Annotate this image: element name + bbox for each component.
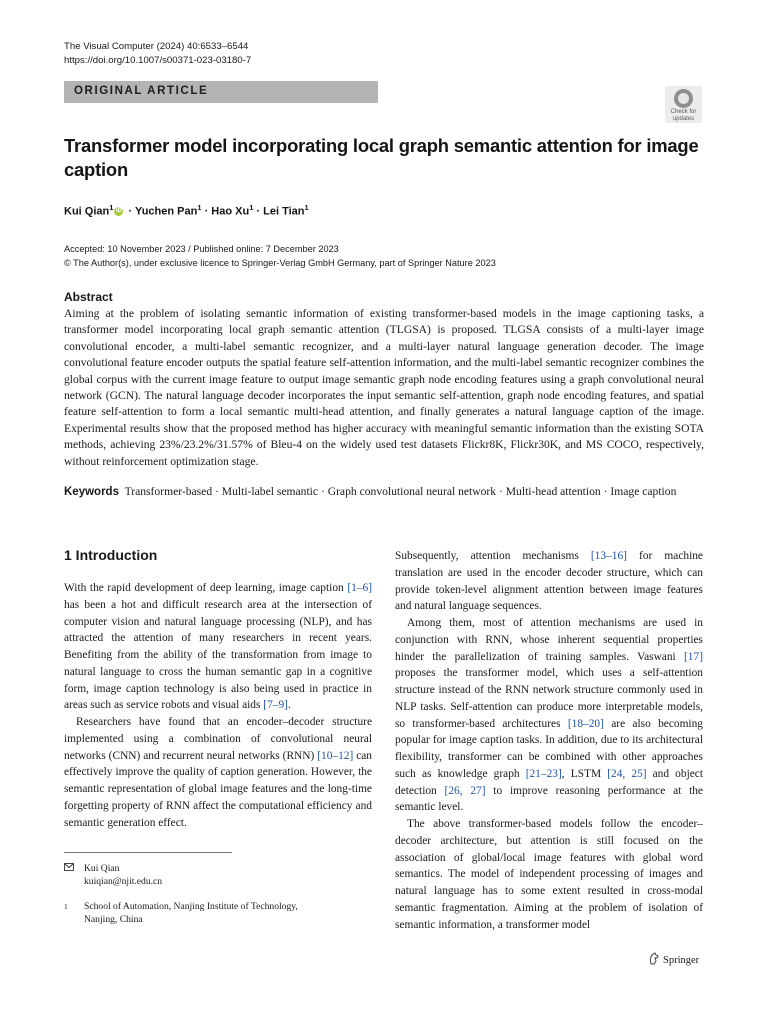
citation-link[interactable]: [1–6]	[347, 582, 372, 594]
dates-line: Accepted: 10 November 2023 / Published online: 7 December 2023	[64, 244, 339, 254]
right-column	[395, 548, 703, 933]
author-name[interactable]: Lei Tian	[263, 205, 305, 218]
footnote-divider	[64, 852, 232, 853]
check-updates-label: Check for updates	[670, 109, 697, 122]
abstract-heading: Abstract	[64, 290, 113, 304]
paragraph: The above transformer-based models follow the encoder–decoder architecture, but attention is still focused on the association of global/local image features with global word semantics. The model of independent processing of images and natural language has to some extent resulted in cross-modal semantic fragmentation. Aiming at the problem of isolation of semantic information, a transformer model	[395, 818, 703, 931]
journal-citation: The Visual Computer (2024) 40:6533–6544	[64, 41, 249, 52]
envelope-icon	[64, 862, 84, 888]
section-heading: 1 Introduction	[64, 547, 158, 563]
journal-info	[64, 40, 251, 68]
article-type-banner	[64, 81, 378, 103]
email-link[interactable]: kuiqian@njit.edu.cn	[84, 876, 163, 887]
paragraph: Subsequently, attention mechanisms [13–16] for machine translation are used in the encoder decoder structure, which can provide token-level alignment attention between image features and natural language sequences.	[395, 550, 703, 613]
citation-link[interactable]: [10–12]	[317, 749, 354, 762]
citation-link[interactable]: [13–16]	[590, 550, 627, 562]
publication-info	[64, 242, 496, 270]
keywords-text: Transformer-based · Multi-label semantic · Graph convolutional neural network · Multi-head attention · Image caption	[124, 485, 677, 498]
affiliation-footnote	[64, 900, 298, 926]
updates-circle-icon	[674, 89, 693, 108]
affiliation-mark: 1	[304, 203, 309, 212]
affiliation-line: Nanjing, China	[84, 914, 143, 925]
corresponding-name: Kui Qian	[84, 863, 120, 874]
paper-title: Transformer model incorporating local graph semantic attention for image caption	[64, 135, 699, 180]
check-for-updates-icon[interactable]	[665, 86, 702, 123]
keywords-label: Keywords	[64, 486, 119, 498]
copyright-line: © The Author(s), under exclusive licence to Springer-Verlag GmbH Germany, part of Springer Nature 2023	[64, 258, 496, 268]
corresponding-author	[64, 862, 162, 888]
author-name[interactable]: Hao Xu	[211, 205, 250, 218]
citation-link[interactable]: [21–23]	[525, 767, 562, 780]
orcid-icon[interactable]: iD	[115, 208, 122, 215]
citation-link[interactable]: [26, 27]	[444, 784, 486, 797]
author-list: Kui Qian$^1$ iD · Yuchen Pan$^1$ · Hao $Xu^1$ · Lei Tian$^1$	[64, 203, 309, 218]
author-name[interactable]: Kui Qian	[64, 205, 110, 218]
author-name[interactable]: Yuchen Pan	[134, 205, 198, 218]
doi-link[interactable]: https://doi.org/10.1007/s00371-023-03180-7	[64, 55, 252, 66]
citation-link[interactable]: [24, 25]	[607, 767, 647, 780]
affiliation-mark: 1	[249, 203, 254, 212]
citation-link[interactable]: [7–9]	[263, 699, 288, 712]
paragraph: Researchers have found that an encoder–decoder structure implemented using a combination of convolutional neural networks (CNN) and recurrent neural networks (RNN) [10–12] can effectively improve the quality of caption generation. However, the semantic representation of global image features and the long-time forgetting property of RNN affect the computational efficiency and semantic generation effect.	[64, 716, 373, 829]
affiliation-mark: 1	[197, 203, 202, 212]
publisher-name: Springer	[663, 954, 700, 966]
publisher-logo	[648, 952, 699, 968]
paragraph: With the rapid development of deep learning, image caption [1–6] has been a hot and difficult research area at the intersection of computer vision and natural language processing (NLP), and has attracted the attention of many researchers in recent years. Benefiting from the ability of the transformation from image to natural language to cross the human semantic gap in a cognitive form, image caption technology is also being used in practice in areas such as service robots and visual aids [7–9].	[64, 582, 372, 712]
abstract-text: Aiming at the problem of isolating semantic information of existing transformer-based models in the image captioning tasks, a transformer model incorporating local graph semantic attention (TLGSA) is proposed. TLGSA consists of a multi-layer image convolutional encoder, a multi-label semantic recognizer, and a multi-layer natural language generation decoder. The image convolutional feature encoder outputs the spatial feature self-attention information, and the multi-label semantic recognizer combines the global corpus with the current image feature to output image semantic graph node encoding features using a graph convolutional neural network (GCN). The natural language decoder incorporates the input semantic self-attention, graph node encoding features, and spatial feature self-attention to form a local semantic multi-head attention, and finally generates a natural language caption of the image. Experimental results show that the proposed method has higher accuracy with meaningful semantic information than the existing SOTA methods, achieving 23%/23.2%/31.57% of Bleu-4 on the widely used test datasets Flickr8K, Flickr30K, and MS COCO, respectively, without reinforcement optimization stage.	[64, 307, 704, 468]
springer-horse-icon	[648, 952, 660, 968]
citation-link[interactable]: [18–20]	[567, 717, 604, 730]
article-type-label: ORIGINAL ARTICLE	[74, 85, 209, 97]
affiliation-number: 1	[64, 902, 68, 911]
affiliation-mark: 1	[109, 203, 114, 212]
left-column	[64, 580, 372, 831]
citation-link[interactable]: [17]	[684, 650, 703, 663]
keywords	[64, 484, 704, 500]
affiliation-line: School of Automation, Nanjing Institute of Technology,	[84, 901, 298, 912]
paragraph: Among them, most of attention mechanisms are used in conjunction with RNN, whose inherent sequential properties hinder the parallelization of training samples. Vaswani [17] proposes the transformer model, which uses a self-attention structure instead of the RNN network structure commonly used in NLP tasks. Self-attention can produce more interpretable models, so transformer-based architectures [18–20] are also becoming popular for image caption tasks. In addition, due to its architectural flexibility, transformer can be combined with other approaches such as knowledge graph [21–23], LSTM [24, 25] and object detection [26, 27] to improve reasoning performance at the semantic level.	[395, 617, 704, 814]
